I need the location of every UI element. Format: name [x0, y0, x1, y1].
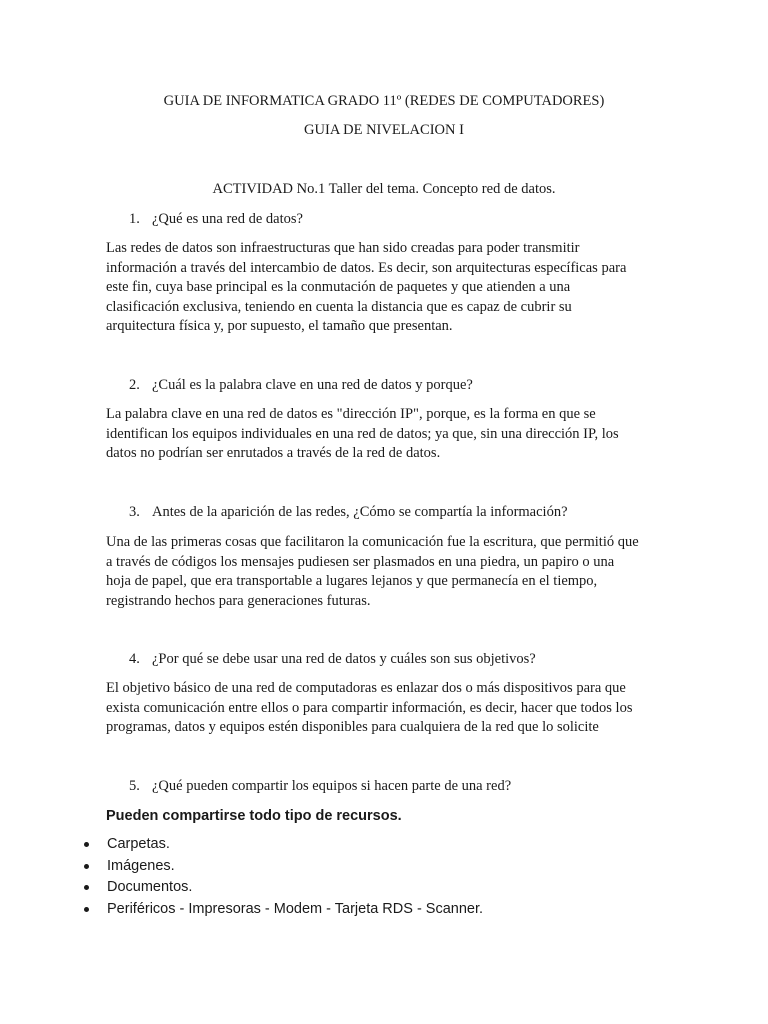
list-item-text: Imágenes.: [107, 857, 175, 874]
answer-line: arquitectura física y, por supuesto, el tamaño que presentan.: [106, 318, 453, 334]
answer-1: [106, 239, 666, 337]
answer-line: este fin, cuya base principal es la conmutación de paquetes y que atienden a una: [106, 279, 571, 295]
list-item-text: Carpetas.: [107, 836, 170, 852]
answer-line: a través de códigos los mensajes pudiesen ser plasmados en una piedra, un papiro o una: [106, 553, 615, 570]
answer-4: [106, 679, 666, 738]
question-text: ¿Qué es una red de datos?: [152, 211, 303, 227]
answer-2: [106, 405, 666, 464]
question-number: 3.: [129, 504, 140, 520]
list-item: [0, 877, 768, 899]
answer-line: programas, datos y equipos estén disponibles para cualquiera de la red que lo solicite: [106, 719, 599, 735]
list-item-text: Documentos.: [107, 879, 193, 895]
answer-line: hoja de papel, que era transportable a lugares lejanos y que permanecía en el tiempo,: [106, 573, 598, 589]
answer-line: exista comunicación entre ellos o para compartir información, es decir, hacer que todos los: [106, 699, 633, 716]
list-item: [0, 899, 768, 921]
resources-heading: Pueden compartirse todo tipo de recursos.: [106, 808, 402, 824]
question-text: ¿Por qué se debe usar una red de datos y cuáles son sus objetivos?: [152, 651, 536, 667]
question-number: 4.: [129, 651, 140, 667]
answer-line: registrando hechos para generaciones futuras.: [106, 592, 371, 609]
answer-line: información a través del intercambio de datos. Es decir, son arquitecturas específicas para: [106, 259, 627, 276]
question-text: ¿Qué pueden compartir los equipos si hacen parte de una red?: [152, 778, 512, 794]
document-subtitle: GUIA DE NIVELACION I: [304, 122, 464, 138]
question-number: 5.: [129, 778, 140, 794]
bullet-icon: [84, 842, 89, 847]
answer-3: [106, 533, 666, 611]
document-title: GUIA DE INFORMATICA GRADO 11º (REDES DE COMPUTADORES): [163, 93, 605, 109]
list-item-text: Periféricos - Impresoras - Modem - Tarjeta RDS - Scanner.: [107, 900, 484, 917]
question-number: 2.: [129, 377, 140, 393]
activity-heading: ACTIVIDAD No.1 Taller del tema. Concepto red de datos.: [212, 181, 556, 197]
question-text: Antes de la aparición de las redes, ¿Cómo se compartía la información?: [152, 504, 568, 520]
answer-line: Las redes de datos son infraestructuras que han sido creadas para poder transmitir: [106, 240, 580, 256]
question-text: ¿Cuál es la palabra clave en una red de datos y porque?: [152, 377, 473, 393]
answer-line: La palabra clave en una red de datos es "dirección IP", porque, es la forma en que se: [106, 406, 596, 422]
answer-line: El objetivo básico de una red de computadoras es enlazar dos o más dispositivos para que: [106, 680, 626, 696]
answer-line: Una de las primeras cosas que facilitaron la comunicación fue la escritura, que permitió que: [106, 534, 639, 550]
resources-list: [0, 834, 768, 920]
answer-line: datos no podrían ser enrutados a través de la red de datos.: [106, 445, 441, 461]
bullet-icon: [84, 885, 89, 890]
bullet-icon: [84, 907, 89, 912]
list-item: [0, 834, 768, 856]
answer-line: clasificación exclusiva, teniendo en cuenta la distancia que es capaz de cubrir su: [106, 298, 572, 315]
answer-line: identifican los equipos individuales en una red de datos; ya que, sin una dirección IP, los: [106, 425, 619, 442]
question-number: 1.: [129, 211, 140, 227]
list-item: [0, 856, 768, 878]
bullet-icon: [84, 864, 89, 869]
